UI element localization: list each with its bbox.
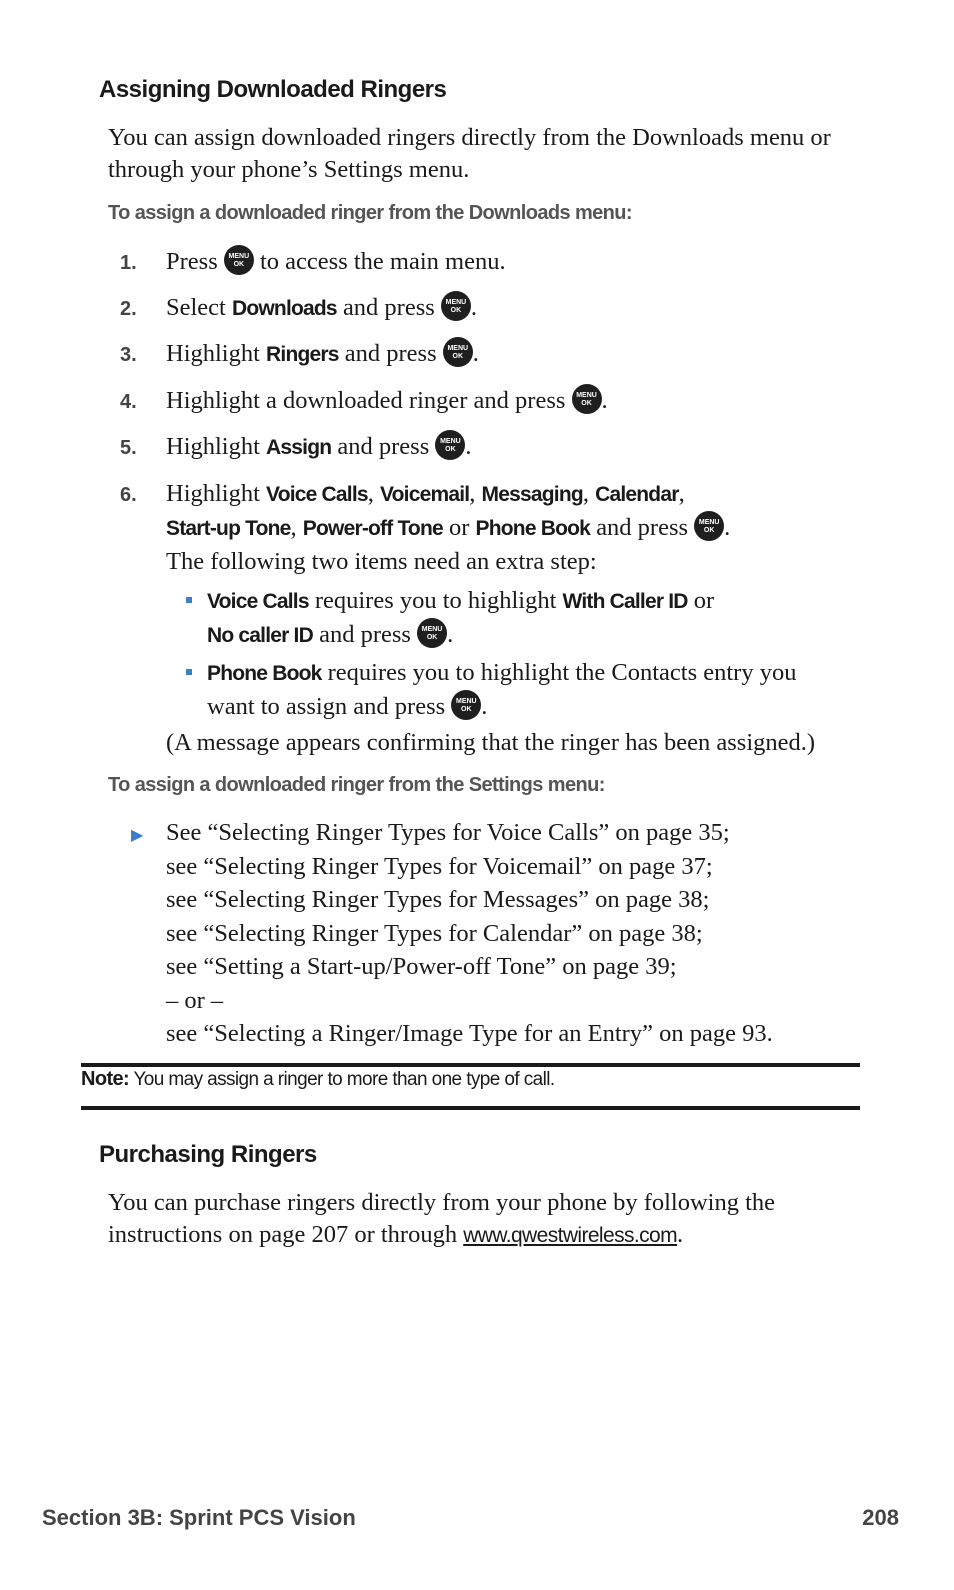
settings-subheading: To assign a downloaded ringer from the Settings menu:: [108, 774, 605, 796]
reference-item: – or –: [166, 986, 224, 1014]
step-number: 3.: [120, 344, 137, 366]
bullet-square-icon: [186, 597, 192, 603]
step-text: Highlight Ringers and press MENU OK .: [166, 337, 886, 371]
note-box: [81, 1068, 861, 1091]
note-label: Note:: [81, 1068, 130, 1090]
step-text: Highlight a downloaded ringer and press MENU OK .: [166, 384, 886, 417]
purchase-paragraph: You can purchase ringers directly from your phone by following the instructions on page 207 or through www.qwestwireless.com.: [108, 1189, 776, 1248]
step-text: Highlight Assign and press MENU OK .: [166, 430, 886, 464]
step-text: Select Downloads and press MENU OK .: [166, 291, 886, 325]
note-bottom-rule: [81, 1106, 860, 1110]
qwest-wireless-link[interactable]: www.qwestwireless.com: [463, 1224, 677, 1247]
step-number: 4.: [120, 391, 137, 413]
bullet-text: Voice Calls requires you to highlight With Caller ID or No caller ID and press MENU OK .: [207, 587, 715, 648]
footer-page-number: 208: [862, 1505, 899, 1530]
note-text: You may assign a ringer to more than one type of call.: [129, 1069, 555, 1090]
section-heading-assigning: Assigning Downloaded Ringers: [99, 76, 447, 103]
menu-ok-key-icon: MENU OK: [572, 384, 602, 414]
menu-ok-key-icon: MENU OK: [451, 690, 481, 720]
step-number: 6.: [120, 484, 137, 506]
step-text: Press MENU OK to access the main menu.: [166, 245, 886, 278]
reference-item: see “Selecting Ringer Types for Messages” on page 38;: [166, 886, 710, 913]
bullet-square-icon: [186, 669, 192, 675]
reference-item: see “Setting a Start-up/Power-off Tone” on page 39;: [166, 953, 677, 980]
triangle-arrow-icon: ▶: [131, 825, 144, 844]
reference-item: See “Selecting Ringer Types for Voice Calls” on page 35;: [166, 819, 730, 846]
menu-ok-key-icon: MENU OK: [694, 511, 724, 541]
step-number: 2.: [120, 298, 137, 320]
note-top-rule: [81, 1063, 860, 1067]
menu-ok-key-icon: MENU OK: [224, 245, 254, 275]
intro-paragraph: You can assign downloaded ringers directly from the Downloads menu or through your phone’s Settings menu.: [108, 124, 831, 183]
menu-ok-key-icon: MENU OK: [417, 618, 447, 648]
downloads-subheading: To assign a downloaded ringer from the Downloads menu:: [108, 202, 632, 224]
step-text: Highlight Voice Calls, Voicemail, Messaging, Calendar, Start-up Tone, Power-off Tone or Phone Book and press MENU OK . The following two items need an extra step:: [166, 480, 731, 575]
menu-ok-key-icon: MENU OK: [443, 337, 473, 367]
confirm-message: (A message appears confirming that the ringer has been assigned.): [166, 729, 816, 756]
step-number: 5.: [120, 437, 137, 459]
section-heading-purchasing: Purchasing Ringers: [99, 1141, 317, 1168]
bullet-text: Phone Book requires you to highlight the Contacts entry you want to assign and press MENU OK .: [207, 659, 797, 720]
reference-list: [166, 816, 866, 1051]
reference-item: see “Selecting Ringer Types for Calendar” on page 38;: [166, 919, 703, 947]
menu-ok-key-icon: MENU OK: [435, 430, 465, 460]
menu-ok-key-icon: MENU OK: [441, 291, 471, 321]
step-number: 1.: [120, 252, 137, 274]
footer-section-title: Section 3B: Sprint PCS Vision: [42, 1505, 356, 1530]
reference-item: see “Selecting a Ringer/Image Type for an Entry” on page 93.: [166, 1020, 773, 1047]
reference-item: see “Selecting Ringer Types for Voicemail” on page 37;: [166, 852, 713, 880]
